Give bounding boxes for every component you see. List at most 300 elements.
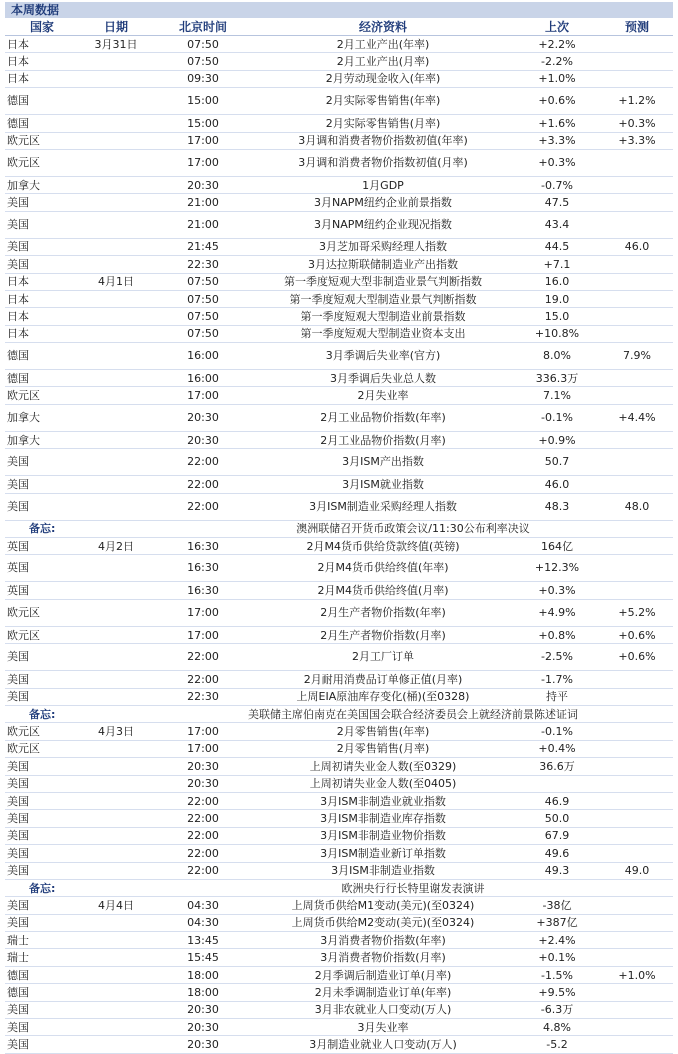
cell-time: 17:00 bbox=[153, 723, 253, 740]
cell-date bbox=[79, 1019, 153, 1036]
table-row bbox=[5, 984, 673, 1001]
cell-indicator: 2月M4货币供给终值(年率) bbox=[253, 555, 513, 582]
cell-date bbox=[79, 792, 153, 809]
cell-forecast: +5.2% bbox=[601, 599, 673, 626]
cell-time: 17:00 bbox=[153, 387, 253, 404]
cell-previous: 持平 bbox=[513, 688, 601, 705]
cell-time: 16:30 bbox=[153, 538, 253, 555]
cell-date bbox=[79, 599, 153, 626]
table-row bbox=[5, 115, 673, 132]
cell-date bbox=[79, 827, 153, 844]
cell-previous: 16.0 bbox=[513, 273, 601, 290]
table-row bbox=[5, 1036, 673, 1053]
cell-previous: +0.4% bbox=[513, 740, 601, 757]
table-row bbox=[5, 308, 673, 325]
header-previous: 上次 bbox=[513, 18, 601, 36]
cell-forecast bbox=[601, 914, 673, 931]
cell-country: 日本 bbox=[5, 308, 79, 325]
table-row bbox=[5, 897, 673, 914]
cell-forecast: +0.6% bbox=[601, 626, 673, 643]
cell-previous: +2.4% bbox=[513, 932, 601, 949]
cell-forecast: +4.4% bbox=[601, 404, 673, 431]
cell-indicator: 3月ISM产出指数 bbox=[253, 449, 513, 476]
cell-previous: +387亿 bbox=[513, 914, 601, 931]
cell-time: 22:00 bbox=[153, 493, 253, 520]
table-row bbox=[5, 1001, 673, 1018]
cell-time: 15:00 bbox=[153, 115, 253, 132]
cell-indicator: 3月季调后失业总人数 bbox=[253, 370, 513, 387]
cell-country: 美国 bbox=[5, 671, 79, 688]
table-row bbox=[5, 758, 673, 775]
cell-time: 15:00 bbox=[153, 88, 253, 115]
cell-time: 18:00 bbox=[153, 984, 253, 1001]
cell-time: 17:00 bbox=[153, 626, 253, 643]
cell-previous: 7.1% bbox=[513, 387, 601, 404]
cell-forecast bbox=[601, 290, 673, 307]
cell-country: 美国 bbox=[5, 493, 79, 520]
cell-time: 16:30 bbox=[153, 582, 253, 599]
table-row bbox=[5, 36, 673, 53]
cell-previous: -2.2% bbox=[513, 53, 601, 70]
table-row bbox=[5, 740, 673, 757]
cell-forecast bbox=[601, 688, 673, 705]
cell-date bbox=[79, 1001, 153, 1018]
cell-indicator: 3月NAPM纽约企业现况指数 bbox=[253, 211, 513, 238]
cell-indicator: 3月ISM非制造业就业指数 bbox=[253, 792, 513, 809]
cell-previous: +2.2% bbox=[513, 36, 601, 53]
cell-date bbox=[79, 387, 153, 404]
cell-date: 4月2日 bbox=[79, 538, 153, 555]
cell-country: 加拿大 bbox=[5, 176, 79, 193]
cell-previous: -0.7% bbox=[513, 176, 601, 193]
cell-country: 英国 bbox=[5, 538, 79, 555]
cell-date bbox=[79, 476, 153, 493]
cell-date bbox=[79, 370, 153, 387]
cell-time: 13:45 bbox=[153, 932, 253, 949]
table-row bbox=[5, 949, 673, 966]
cell-indicator: 3月达拉斯联储制造业产出指数 bbox=[253, 256, 513, 273]
cell-forecast bbox=[601, 897, 673, 914]
cell-previous: 46.9 bbox=[513, 792, 601, 809]
cell-country: 欧元区 bbox=[5, 723, 79, 740]
cell-previous: 164亿 bbox=[513, 538, 601, 555]
cell-date bbox=[79, 493, 153, 520]
cell-date bbox=[79, 688, 153, 705]
cell-country: 美国 bbox=[5, 238, 79, 255]
cell-forecast bbox=[601, 792, 673, 809]
cell-indicator: 第一季度短观大型非制造业景气判断指数 bbox=[253, 273, 513, 290]
table-row bbox=[5, 476, 673, 493]
cell-country: 美国 bbox=[5, 862, 79, 879]
cell-forecast bbox=[601, 555, 673, 582]
table-row bbox=[5, 70, 673, 87]
cell-date bbox=[79, 644, 153, 671]
cell-country: 美国 bbox=[5, 644, 79, 671]
cell-forecast bbox=[601, 211, 673, 238]
cell-date bbox=[79, 671, 153, 688]
header-country: 国家 bbox=[5, 18, 79, 36]
cell-country: 加拿大 bbox=[5, 431, 79, 448]
cell-previous: +10.8% bbox=[513, 325, 601, 342]
table-row bbox=[5, 914, 673, 931]
table-row bbox=[5, 387, 673, 404]
cell-date bbox=[79, 53, 153, 70]
cell-date bbox=[79, 949, 153, 966]
cell-forecast bbox=[601, 176, 673, 193]
cell-indicator: 3月调和消费者物价指数初值(月率) bbox=[253, 149, 513, 176]
cell-indicator: 3月ISM非制造业指数 bbox=[253, 862, 513, 879]
cell-forecast: +0.3% bbox=[601, 115, 673, 132]
cell-time: 22:00 bbox=[153, 845, 253, 862]
cell-date bbox=[79, 740, 153, 757]
cell-indicator: 2月劳动现金收入(年率) bbox=[253, 70, 513, 87]
cell-date: 4月1日 bbox=[79, 273, 153, 290]
cell-date bbox=[79, 775, 153, 792]
memo-row bbox=[5, 705, 673, 722]
cell-previous: +12.3% bbox=[513, 555, 601, 582]
cell-country: 德国 bbox=[5, 88, 79, 115]
cell-date bbox=[79, 256, 153, 273]
cell-forecast bbox=[601, 53, 673, 70]
cell-indicator: 上周初请失业金人数(至0329) bbox=[253, 758, 513, 775]
cell-indicator: 上周EIA原油库存变化(桶)(至0328) bbox=[253, 688, 513, 705]
cell-forecast bbox=[601, 932, 673, 949]
cell-indicator: 第一季度短观大型制造业前景指数 bbox=[253, 308, 513, 325]
table-row bbox=[5, 325, 673, 342]
table-row bbox=[5, 932, 673, 949]
header-forecast: 预测 bbox=[601, 18, 673, 36]
table-row bbox=[5, 149, 673, 176]
cell-time: 07:50 bbox=[153, 36, 253, 53]
cell-time: 16:00 bbox=[153, 370, 253, 387]
cell-date bbox=[79, 845, 153, 862]
table-row bbox=[5, 194, 673, 211]
memo-label: 备忘: bbox=[5, 705, 153, 722]
cell-time: 20:30 bbox=[153, 758, 253, 775]
cell-country: 欧元区 bbox=[5, 132, 79, 149]
cell-previous: 8.0% bbox=[513, 343, 601, 370]
cell-previous: -1.7% bbox=[513, 671, 601, 688]
cell-indicator: 上周初请失业金人数(至0405) bbox=[253, 775, 513, 792]
cell-country: 美国 bbox=[5, 1036, 79, 1053]
cell-date bbox=[79, 626, 153, 643]
cell-forecast: 48.0 bbox=[601, 493, 673, 520]
cell-indicator: 3月制造业就业人口变动(万人) bbox=[253, 1036, 513, 1053]
table-row bbox=[5, 211, 673, 238]
cell-date bbox=[79, 176, 153, 193]
table-row bbox=[5, 775, 673, 792]
cell-date bbox=[79, 555, 153, 582]
table-row bbox=[5, 599, 673, 626]
cell-date bbox=[79, 758, 153, 775]
cell-time: 17:00 bbox=[153, 740, 253, 757]
cell-indicator: 2月M4货币供给贷款终值(英镑) bbox=[253, 538, 513, 555]
cell-date bbox=[79, 325, 153, 342]
cell-time: 17:00 bbox=[153, 599, 253, 626]
cell-country: 德国 bbox=[5, 115, 79, 132]
cell-previous: 336.3万 bbox=[513, 370, 601, 387]
cell-country: 德国 bbox=[5, 343, 79, 370]
cell-time: 18:00 bbox=[153, 966, 253, 983]
cell-date bbox=[79, 966, 153, 983]
cell-indicator: 2月失业率 bbox=[253, 387, 513, 404]
cell-time: 20:30 bbox=[153, 775, 253, 792]
cell-date bbox=[79, 984, 153, 1001]
cell-time: 17:00 bbox=[153, 149, 253, 176]
cell-indicator: 第一季度短观大型制造业资本支出 bbox=[253, 325, 513, 342]
cell-forecast bbox=[601, 775, 673, 792]
cell-indicator: 2月零售销售(月率) bbox=[253, 740, 513, 757]
cell-country: 德国 bbox=[5, 966, 79, 983]
table-row bbox=[5, 493, 673, 520]
cell-previous: 67.9 bbox=[513, 827, 601, 844]
cell-previous: +0.3% bbox=[513, 149, 601, 176]
table-row bbox=[5, 671, 673, 688]
table-row bbox=[5, 966, 673, 983]
cell-country: 加拿大 bbox=[5, 404, 79, 431]
economic-calendar-table bbox=[5, 18, 673, 1054]
cell-country: 美国 bbox=[5, 792, 79, 809]
cell-previous: +0.6% bbox=[513, 88, 601, 115]
cell-indicator: 3月非农就业人口变动(万人) bbox=[253, 1001, 513, 1018]
cell-previous: 49.6 bbox=[513, 845, 601, 862]
table-row bbox=[5, 370, 673, 387]
cell-country: 美国 bbox=[5, 1001, 79, 1018]
cell-previous: -2.5% bbox=[513, 644, 601, 671]
table-row bbox=[5, 845, 673, 862]
cell-previous: 43.4 bbox=[513, 211, 601, 238]
cell-forecast bbox=[601, 1019, 673, 1036]
table-row bbox=[5, 238, 673, 255]
table-row bbox=[5, 538, 673, 555]
cell-country: 美国 bbox=[5, 775, 79, 792]
cell-previous: 47.5 bbox=[513, 194, 601, 211]
cell-date bbox=[79, 914, 153, 931]
cell-time: 22:00 bbox=[153, 827, 253, 844]
cell-time: 17:00 bbox=[153, 132, 253, 149]
table-row bbox=[5, 688, 673, 705]
cell-date bbox=[79, 238, 153, 255]
cell-country: 美国 bbox=[5, 688, 79, 705]
cell-date bbox=[79, 88, 153, 115]
cell-forecast bbox=[601, 1001, 673, 1018]
cell-forecast bbox=[601, 476, 673, 493]
cell-previous: 36.6万 bbox=[513, 758, 601, 775]
cell-time: 22:30 bbox=[153, 688, 253, 705]
cell-indicator: 2月工业品物价指数(年率) bbox=[253, 404, 513, 431]
cell-previous: +0.8% bbox=[513, 626, 601, 643]
cell-date bbox=[79, 404, 153, 431]
cell-indicator: 2月工业产出(年率) bbox=[253, 36, 513, 53]
cell-indicator: 3月失业率 bbox=[253, 1019, 513, 1036]
cell-time: 20:30 bbox=[153, 431, 253, 448]
cell-previous: -38亿 bbox=[513, 897, 601, 914]
memo-text: 美联储主席伯南克在美国国会联合经济委员会上就经济前景陈述证词 bbox=[153, 705, 673, 722]
cell-previous: +4.9% bbox=[513, 599, 601, 626]
cell-date bbox=[79, 810, 153, 827]
cell-forecast: +1.2% bbox=[601, 88, 673, 115]
cell-date bbox=[79, 70, 153, 87]
cell-previous: -5.2 bbox=[513, 1036, 601, 1053]
cell-date: 4月4日 bbox=[79, 897, 153, 914]
cell-previous: +0.3% bbox=[513, 582, 601, 599]
table-row bbox=[5, 273, 673, 290]
memo-row bbox=[5, 520, 673, 537]
cell-indicator: 2月M4货币供给终值(月率) bbox=[253, 582, 513, 599]
cell-country: 欧元区 bbox=[5, 149, 79, 176]
cell-time: 07:50 bbox=[153, 290, 253, 307]
cell-country: 瑞士 bbox=[5, 932, 79, 949]
cell-forecast: +1.0% bbox=[601, 966, 673, 983]
table-row bbox=[5, 343, 673, 370]
cell-forecast bbox=[601, 431, 673, 448]
cell-previous: 19.0 bbox=[513, 290, 601, 307]
cell-indicator: 3月芝加哥采购经理人指数 bbox=[253, 238, 513, 255]
page-title: 本周数据 bbox=[5, 2, 673, 18]
cell-country: 欧元区 bbox=[5, 740, 79, 757]
cell-indicator: 3月ISM就业指数 bbox=[253, 476, 513, 493]
cell-forecast bbox=[601, 308, 673, 325]
table-row bbox=[5, 582, 673, 599]
table-row bbox=[5, 792, 673, 809]
cell-time: 22:30 bbox=[153, 256, 253, 273]
cell-indicator: 2月实际零售销售(年率) bbox=[253, 88, 513, 115]
cell-country: 美国 bbox=[5, 449, 79, 476]
cell-country: 英国 bbox=[5, 582, 79, 599]
cell-country: 美国 bbox=[5, 914, 79, 931]
cell-time: 21:00 bbox=[153, 194, 253, 211]
cell-country: 日本 bbox=[5, 36, 79, 53]
cell-indicator: 上周货币供给M2变动(美元)(至0324) bbox=[253, 914, 513, 931]
table-row bbox=[5, 404, 673, 431]
cell-indicator: 上周货币供给M1变动(美元)(至0324) bbox=[253, 897, 513, 914]
cell-indicator: 3月ISM非制造业物价指数 bbox=[253, 827, 513, 844]
cell-indicator: 3月消费者物价指数(月率) bbox=[253, 949, 513, 966]
table-row bbox=[5, 723, 673, 740]
table-row bbox=[5, 176, 673, 193]
cell-date bbox=[79, 211, 153, 238]
cell-forecast bbox=[601, 325, 673, 342]
table-row bbox=[5, 827, 673, 844]
table-row bbox=[5, 88, 673, 115]
cell-indicator: 2月季调后制造业订单(月率) bbox=[253, 966, 513, 983]
cell-forecast bbox=[601, 538, 673, 555]
cell-time: 22:00 bbox=[153, 792, 253, 809]
cell-previous: -0.1% bbox=[513, 404, 601, 431]
table-row bbox=[5, 431, 673, 448]
cell-previous: 48.3 bbox=[513, 493, 601, 520]
cell-previous: +9.5% bbox=[513, 984, 601, 1001]
cell-indicator: 2月生产者物价指数(年率) bbox=[253, 599, 513, 626]
cell-time: 09:30 bbox=[153, 70, 253, 87]
cell-date: 3月31日 bbox=[79, 36, 153, 53]
cell-country: 美国 bbox=[5, 758, 79, 775]
cell-country: 英国 bbox=[5, 555, 79, 582]
cell-date bbox=[79, 149, 153, 176]
cell-time: 22:00 bbox=[153, 476, 253, 493]
cell-time: 16:30 bbox=[153, 555, 253, 582]
table-row bbox=[5, 555, 673, 582]
cell-indicator: 3月消费者物价指数(年率) bbox=[253, 932, 513, 949]
cell-time: 07:50 bbox=[153, 325, 253, 342]
cell-previous: -1.5% bbox=[513, 966, 601, 983]
cell-time: 21:45 bbox=[153, 238, 253, 255]
cell-previous: 46.0 bbox=[513, 476, 601, 493]
cell-country: 美国 bbox=[5, 211, 79, 238]
cell-forecast bbox=[601, 949, 673, 966]
cell-previous: 50.7 bbox=[513, 449, 601, 476]
cell-country: 德国 bbox=[5, 984, 79, 1001]
cell-country: 欧元区 bbox=[5, 626, 79, 643]
cell-indicator: 3月ISM制造业新订单指数 bbox=[253, 845, 513, 862]
cell-country: 欧元区 bbox=[5, 599, 79, 626]
cell-country: 美国 bbox=[5, 845, 79, 862]
header-indicator: 经济资料 bbox=[253, 18, 513, 36]
cell-indicator: 2月生产者物价指数(月率) bbox=[253, 626, 513, 643]
cell-time: 22:00 bbox=[153, 644, 253, 671]
cell-time: 07:50 bbox=[153, 53, 253, 70]
table-row bbox=[5, 862, 673, 879]
cell-date bbox=[79, 343, 153, 370]
cell-date bbox=[79, 290, 153, 307]
cell-previous: 44.5 bbox=[513, 238, 601, 255]
cell-forecast bbox=[601, 256, 673, 273]
cell-forecast bbox=[601, 70, 673, 87]
cell-previous: +0.1% bbox=[513, 949, 601, 966]
cell-forecast: 7.9% bbox=[601, 343, 673, 370]
cell-time: 22:00 bbox=[153, 449, 253, 476]
cell-country: 日本 bbox=[5, 325, 79, 342]
memo-text: 澳洲联储召开货币政策会议/11:30公布利率决议 bbox=[153, 520, 673, 537]
cell-forecast bbox=[601, 194, 673, 211]
cell-date bbox=[79, 862, 153, 879]
cell-time: 04:30 bbox=[153, 914, 253, 931]
cell-indicator: 1月GDP bbox=[253, 176, 513, 193]
cell-previous: +7.1 bbox=[513, 256, 601, 273]
cell-indicator: 3月调和消费者物价指数初值(年率) bbox=[253, 132, 513, 149]
cell-forecast bbox=[601, 582, 673, 599]
cell-indicator: 2月耐用消费品订单修正值(月率) bbox=[253, 671, 513, 688]
cell-country: 瑞士 bbox=[5, 949, 79, 966]
table-row bbox=[5, 1019, 673, 1036]
cell-indicator: 2月零售销售(年率) bbox=[253, 723, 513, 740]
cell-country: 日本 bbox=[5, 273, 79, 290]
cell-country: 美国 bbox=[5, 827, 79, 844]
cell-time: 04:30 bbox=[153, 897, 253, 914]
memo-text: 欧洲央行行长特里谢发表演讲 bbox=[153, 879, 673, 896]
table-row bbox=[5, 449, 673, 476]
cell-forecast bbox=[601, 740, 673, 757]
cell-indicator: 2月工厂订单 bbox=[253, 644, 513, 671]
table-row bbox=[5, 53, 673, 70]
cell-country: 日本 bbox=[5, 70, 79, 87]
cell-country: 美国 bbox=[5, 897, 79, 914]
memo-label: 备忘: bbox=[5, 879, 153, 896]
table-header-row bbox=[5, 18, 673, 36]
memo-label: 备忘: bbox=[5, 520, 153, 537]
cell-forecast bbox=[601, 273, 673, 290]
table-row bbox=[5, 132, 673, 149]
cell-forecast: 49.0 bbox=[601, 862, 673, 879]
cell-country: 日本 bbox=[5, 290, 79, 307]
cell-forecast: 46.0 bbox=[601, 238, 673, 255]
cell-previous: 4.8% bbox=[513, 1019, 601, 1036]
table-row bbox=[5, 810, 673, 827]
cell-time: 16:00 bbox=[153, 343, 253, 370]
cell-country: 美国 bbox=[5, 194, 79, 211]
cell-forecast: +3.3% bbox=[601, 132, 673, 149]
cell-indicator: 第一季度短观大型制造业景气判断指数 bbox=[253, 290, 513, 307]
